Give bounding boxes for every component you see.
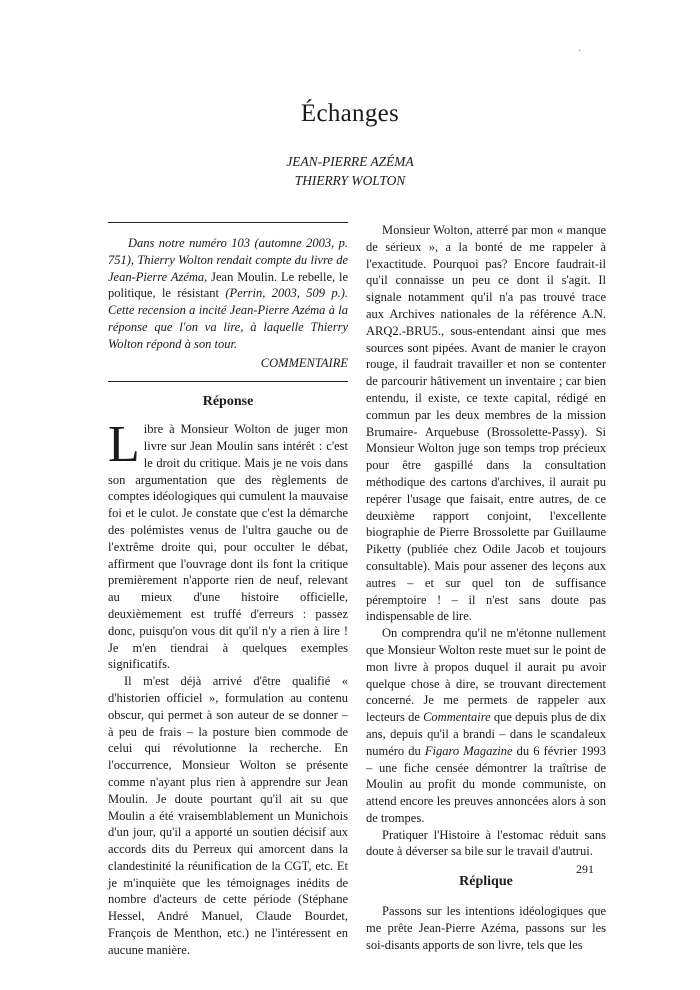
book-title: Jean Moulin. Le rebelle, le politique, le résistant bbox=[108, 269, 348, 301]
editorial-intro bbox=[108, 223, 348, 353]
author-list bbox=[0, 152, 700, 190]
page-number: 291 bbox=[576, 862, 594, 876]
intro-text: Dans notre numéro 103 (automne 2003, p. 751), Thierry Wolton rendait compte du livre de Jean-Pierre Azéma, bbox=[108, 236, 348, 284]
author-name: THIERRY WOLTON bbox=[294, 173, 406, 188]
section-heading-replique: Réplique bbox=[459, 874, 513, 890]
reponse-body bbox=[108, 416, 348, 959]
journal-title: Commentaire bbox=[423, 710, 491, 725]
intro-text: (Perrin, 2003, 509 p.). Cette recension a incité Jean-Pierre Azéma à la réponse que l'on va lire, à laquelle Thierry Wolton répond à son tour. bbox=[108, 286, 348, 351]
paragraph: Monsieur Wolton, atterré par mon « manque de sérieux », a la bonté de me rappeler à l'exactitude. Pourquoi pas? Encore faudrait-il qu'il connaisse un peu ce dont il s'agit. Il signale notamment qu'il n'a pas trouvé trace aux Archives nationales de la référence A.N. ARQ2.-BRU5., sous-entendant ainsi que mes sources sont pipées. Avant de manier le crayon rouge, il faudrait travailler et non se contenter de parcourir hâtivement un inventaire ; car bien entendu, il existe, ce texte capital, rédigé en commun par les deux membres de la mission Brumaire- Arquebuse (Brossolette-Passy). Si Monsieur Wolton juge son temps trop précieux pour être gaspillé dans la consultation méthodique des cartons d'archives, il aurait pu repérer l'usage que faisait, entre autres, de ce deuxième rapport conjoint, l'excellente biographie de Pierre Brossolette par Guillaume Piketty (publiée chez Odile Jacob et toujours consultable). Mais pour assener des leçons aux autres – et sur quel ton de suffisance péremptoire ! – il n'est sans doute pas indispensable de lire. bbox=[366, 223, 606, 624]
section-heading-reponse: Réponse bbox=[202, 394, 254, 410]
reponse-continued bbox=[366, 222, 606, 860]
left-column bbox=[108, 222, 348, 959]
editorial-signature: COMMENTAIRE bbox=[260, 355, 348, 370]
author-name: JEAN-PIERRE AZÉMA bbox=[286, 154, 414, 169]
paragraph: On comprendra qu'il ne m'étonne nullement que Monsieur Wolton reste muet sur le point de mon livre à propos duquel il aurait pu avoir quelque chose à dire, se trouvant directement concerné. Je me permets de rappeler aux lecteurs de Commentaire que depuis plus de dix ans, depuis qu'il a brandi – dans le scandaleux numéro du Figaro Magazine du 6 février 1993 – une fiche censée démontrer la traîtrise de Moulin au profit du monde communiste, on attend encore les preuves annoncées alors à son de trompes. bbox=[366, 626, 606, 825]
paragraph: Il m'est déjà arrivé d'être qualifié « d'historien officiel », formulation au contenu obscur, qui permet à son auteur de se donner – à peu de frais – la posture bien commode de celui qui révolutionne la recherche. En l'occurrence, Monsieur Wolton se présente comme n'ayant plus rien à apprendre sur Jean Moulin. Je doute pourtant qu'il ait su que Moulin a été vraisemblablement un Munichois d'un jour, qu'il a apporté un soutien décisif aux accords dits du Perreux qui amorcent dans la clandestinité la réunification de la CGT, etc. Et je m'inquiète que les témoignages inédits de nombre d'acteurs de cette période (Stéphane Hessel, André Manuel, Claude Bourdet, François de Menthon, etc.) ne l'intéressent en aucune manière. bbox=[108, 674, 348, 957]
magazine-title: Figaro Magazine bbox=[424, 743, 513, 758]
section-rule bbox=[108, 381, 348, 382]
paragraph: Pratiquer l'Histoire à l'estomac réduit sans doute à déverser sa bile sur le travail d'autrui. bbox=[366, 827, 606, 859]
replique-body bbox=[366, 903, 606, 953]
drop-cap: L bbox=[108, 416, 140, 474]
paragraph: Passons sur les intentions idéologiques que me prête Jean-Pierre Azéma, passons sur les soi-disants apports de son livre, tels que les bbox=[366, 904, 606, 952]
margin-mark: · bbox=[578, 46, 582, 57]
article-title: Échanges bbox=[300, 100, 400, 127]
paragraph: ibre à Monsieur Wolton de juger mon livre sur Jean Moulin sans intérêt : c'est le droit du critique. Mais je ne vois dans son argumentation que des règlements de comptes idéologiques qui cumulent la mauvaise foi et le culot. Je constate que c'est la démarche des polémistes venus de l'ultra gauche ou de l'extrême droite qui, pour occulter le débat, affirment que l'ouvrage dont ils font la critique premièrement n'apporte rien de neuf, relevant au mieux d'une histoire officielle, deuxièmement est truffé d'erreurs : passez donc, puisqu'on vous dit qu'il n'y a rien à lire ! Je m'en tiendrai à quelques exemples significatifs. bbox=[108, 422, 348, 672]
right-column bbox=[366, 222, 606, 953]
